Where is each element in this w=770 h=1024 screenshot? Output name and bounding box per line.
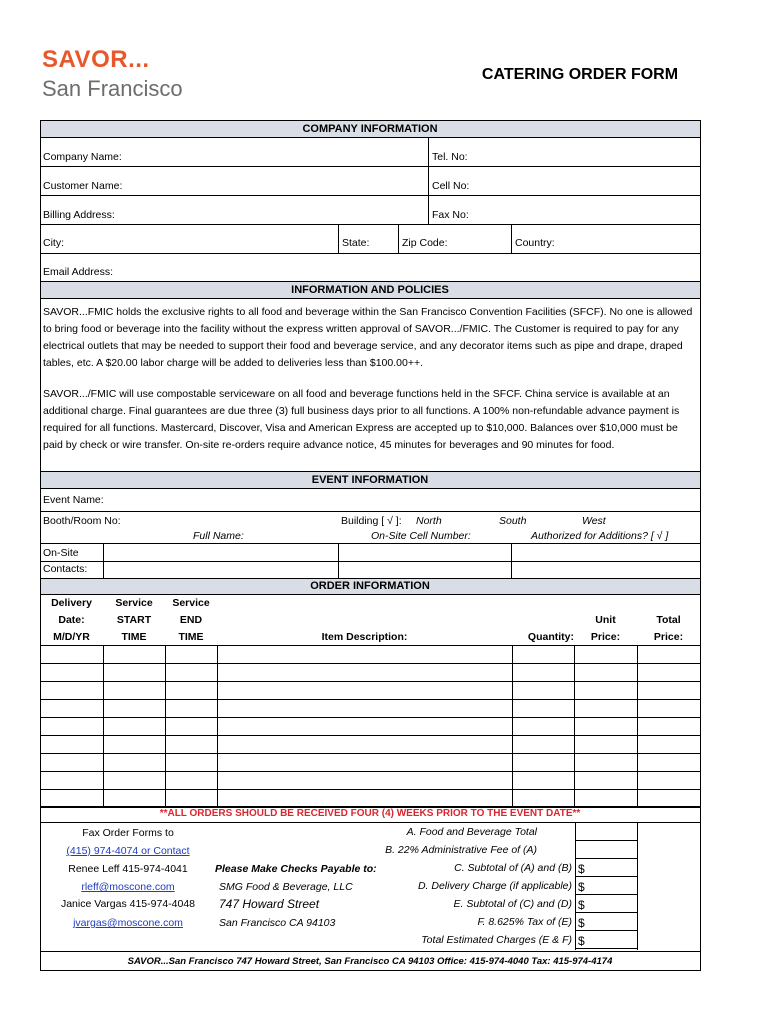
- col-end-line2: END: [179, 614, 203, 626]
- grid-line: [637, 645, 638, 807]
- onsite-contact-2-name[interactable]: [103, 561, 338, 578]
- order-cell[interactable]: [40, 645, 103, 663]
- grid-line: [40, 511, 700, 512]
- onsite-cell-number-label: On-Site Cell Number:: [371, 530, 471, 542]
- order-cell[interactable]: [165, 645, 217, 663]
- grid-line: [40, 699, 700, 700]
- col-end-line1: Service: [172, 597, 210, 609]
- order-cell[interactable]: [103, 663, 165, 681]
- grid-line: [40, 120, 41, 971]
- charge-label: F. 8.625% Tax of (E): [477, 916, 572, 928]
- order-cell[interactable]: [165, 771, 217, 789]
- col-start-line3: TIME: [121, 631, 147, 643]
- grid-line: [217, 645, 218, 807]
- order-cell[interactable]: [217, 717, 512, 735]
- grid-line: [40, 681, 700, 682]
- order-cell[interactable]: [165, 753, 217, 771]
- order-cell[interactable]: [217, 771, 512, 789]
- order-cell[interactable]: [512, 735, 574, 753]
- grid-line: [40, 543, 700, 544]
- city-field[interactable]: [40, 224, 338, 253]
- grid-line: [40, 771, 700, 772]
- order-cell[interactable]: [165, 789, 217, 807]
- col-delivery-date: [40, 595, 103, 646]
- authorized-additions-label: Authorized for Additions? [ √ ]: [531, 530, 669, 542]
- grid-line: [40, 195, 700, 196]
- orders-notice: **ALL ORDERS SHOULD BE RECEIVED FOUR (4) WEEKS PRIOR TO THE EVENT DATE**: [159, 808, 581, 819]
- col-unit-line1: Unit: [595, 614, 616, 626]
- order-cell[interactable]: [40, 771, 103, 789]
- country-label: Country:: [515, 237, 555, 249]
- building-west[interactable]: West: [582, 515, 606, 527]
- order-cell[interactable]: [40, 681, 103, 699]
- grid-line: [40, 253, 700, 254]
- order-cell[interactable]: [637, 717, 700, 735]
- billing-address-label: Billing Address:: [43, 209, 115, 221]
- payee-street: 747 Howard Street: [219, 897, 320, 911]
- col-total-line2: Price:: [653, 631, 684, 643]
- order-cell[interactable]: [512, 663, 574, 681]
- company-info-header: COMPANY INFORMATION: [40, 120, 700, 137]
- order-cell[interactable]: [165, 681, 217, 699]
- col-start-line1: Service: [115, 597, 153, 609]
- grid-line: [700, 120, 701, 971]
- address-footer: SAVOR...San Francisco 747 Howard Street, San Francisco CA 94103 Office: 415-974-4040 Tax: 415-974-4174: [127, 956, 613, 967]
- onsite-contact-1-authorized[interactable]: [511, 543, 700, 561]
- charge-label: Total Estimated Charges (E & F): [421, 934, 572, 946]
- col-unit-line2: Price:: [590, 631, 621, 643]
- order-cell[interactable]: [103, 771, 165, 789]
- logo-san-francisco: San Francisco: [42, 76, 183, 101]
- grid-line: [40, 822, 700, 823]
- onsite-contact-2-authorized[interactable]: [511, 561, 700, 578]
- order-cell[interactable]: [512, 789, 574, 807]
- grid-line: [575, 930, 637, 931]
- grid-line: [40, 561, 700, 562]
- order-cell[interactable]: [637, 753, 700, 771]
- order-cell[interactable]: [103, 789, 165, 807]
- janice-contact: Janice Vargas 415-974-4048: [60, 898, 196, 910]
- order-cell[interactable]: [103, 681, 165, 699]
- order-cell[interactable]: [574, 789, 637, 807]
- grid-line: [40, 594, 700, 595]
- order-cell[interactable]: [217, 789, 512, 807]
- onsite-contact-1-name[interactable]: [103, 543, 338, 561]
- cell-field[interactable]: [428, 166, 700, 195]
- email-field[interactable]: [40, 253, 700, 281]
- charge-label: C. Subtotal of (A) and (B): [454, 862, 572, 874]
- grid-line: [575, 894, 637, 895]
- col-unit-price: [574, 612, 637, 646]
- col-delivery-line1: Delivery: [51, 597, 92, 609]
- booth-room-label: Booth/Room No:: [43, 515, 121, 527]
- grid-line: [40, 717, 700, 718]
- order-cell[interactable]: [574, 663, 637, 681]
- grid-line: [575, 858, 637, 859]
- col-quantity: Quantity:: [527, 631, 574, 643]
- order-cell[interactable]: [103, 735, 165, 753]
- renee-email-link[interactable]: rleff@moscone.com: [81, 881, 175, 893]
- country-field[interactable]: [511, 224, 700, 253]
- col-end-line3: TIME: [178, 631, 204, 643]
- customer-name-field[interactable]: [40, 166, 428, 195]
- col-total-line1: Total: [656, 614, 681, 626]
- zip-field[interactable]: [398, 224, 511, 253]
- order-cell[interactable]: [637, 735, 700, 753]
- grid-line: [40, 806, 700, 807]
- order-cell[interactable]: [165, 699, 217, 717]
- event-name-field[interactable]: [40, 489, 700, 511]
- state-field[interactable]: [338, 224, 398, 253]
- charge-value[interactable]: $: [578, 898, 585, 912]
- order-cell[interactable]: [165, 663, 217, 681]
- grid-line: [512, 645, 513, 807]
- grid-line: [40, 970, 701, 971]
- grid-line: [40, 735, 700, 736]
- order-cell[interactable]: [40, 753, 103, 771]
- order-cell[interactable]: [103, 645, 165, 663]
- fax-forms-text: Fax Order Forms to: [82, 827, 174, 839]
- grid-line: [574, 645, 575, 807]
- contacts-label: Contacts:: [43, 563, 88, 575]
- onsite-contact-2-cell[interactable]: [338, 561, 511, 578]
- janice-email-link[interactable]: jvargas@moscone.com: [73, 917, 183, 929]
- company-name-label: Company Name:: [43, 151, 122, 163]
- order-cell[interactable]: [637, 699, 700, 717]
- tel-field[interactable]: [428, 137, 700, 166]
- order-cell[interactable]: [637, 663, 700, 681]
- order-cell[interactable]: [103, 699, 165, 717]
- grid-line: [40, 789, 700, 790]
- payee-city: San Francisco CA 94103: [219, 917, 336, 929]
- building-north[interactable]: North: [416, 515, 442, 527]
- grid-line: [40, 298, 700, 299]
- charge-label: E. Subtotal of (C) and (D): [453, 898, 572, 910]
- grid-line: [575, 876, 637, 877]
- policies-paragraph-2: SAVOR.../FMIC will use compostable serviceware on all food and beverage functions held in the SFCF. China service is available at an additional charge. Final guarantees are due three (3) full business days prior to all functions. A 100% non-refundable advance payment is required for all functions. Mastercard, Discover, Visa and American Express are accepted up to $10,000. Balances over $10,000 must be paid by check or wire transfer. On-site re-orders require advance notice, 45 minutes for beverages and 90 minutes for food.: [43, 388, 680, 451]
- fax-field[interactable]: [428, 195, 700, 224]
- grid-line: [637, 822, 638, 950]
- grid-line: [103, 645, 104, 807]
- order-cell[interactable]: [217, 699, 512, 717]
- grid-line: [40, 137, 700, 138]
- order-cell[interactable]: [512, 699, 574, 717]
- order-cell[interactable]: [103, 753, 165, 771]
- charge-label: A. Food and Beverage Total: [406, 826, 537, 838]
- grid-line: [40, 166, 700, 167]
- col-delivery-line2: Date:: [58, 614, 85, 626]
- grid-line: [40, 663, 700, 664]
- event-name-label: Event Name:: [43, 494, 104, 506]
- order-cell[interactable]: [637, 645, 700, 663]
- order-cell[interactable]: [512, 717, 574, 735]
- grid-line: [40, 807, 700, 808]
- tel-label: Tel. No:: [432, 151, 468, 163]
- grid-line: [40, 951, 700, 952]
- grid-line: [511, 543, 512, 578]
- order-cell[interactable]: [574, 717, 637, 735]
- order-cell[interactable]: [165, 735, 217, 753]
- order-cell[interactable]: [574, 753, 637, 771]
- order-cell[interactable]: [217, 681, 512, 699]
- fax-number-link[interactable]: (415) 974-4074 or Contact: [66, 845, 190, 857]
- customer-name-label: Customer Name:: [43, 180, 123, 192]
- grid-line: [338, 543, 339, 578]
- charge-label: B. 22% Administrative Fee of (A): [385, 844, 537, 856]
- grid-line: [575, 948, 637, 949]
- order-cell[interactable]: [103, 717, 165, 735]
- grid-line: [40, 645, 700, 646]
- company-name-field[interactable]: [40, 137, 428, 166]
- payee-name: SMG Food & Beverage, LLC: [219, 881, 353, 893]
- zip-label: Zip Code:: [402, 237, 448, 249]
- order-cell[interactable]: [512, 771, 574, 789]
- charge-value[interactable]: $: [578, 862, 585, 876]
- charge-value[interactable]: $: [578, 934, 585, 948]
- form-title: CATERING ORDER FORM: [481, 66, 679, 83]
- order-cell[interactable]: [574, 771, 637, 789]
- order-cell[interactable]: [512, 645, 574, 663]
- order-cell[interactable]: [574, 645, 637, 663]
- grid-line: [40, 120, 701, 121]
- full-name-label: Full Name:: [193, 530, 244, 542]
- onsite-label: On-Site: [43, 547, 79, 559]
- order-cell[interactable]: [574, 699, 637, 717]
- grid-line: [428, 137, 429, 224]
- order-cell[interactable]: [637, 789, 700, 807]
- city-label: City:: [43, 237, 64, 249]
- order-cell[interactable]: [40, 699, 103, 717]
- grid-line: [398, 224, 399, 253]
- grid-line: [338, 224, 339, 253]
- order-cell[interactable]: [574, 681, 637, 699]
- col-item-description: Item Description:: [321, 631, 408, 643]
- cell-label: Cell No:: [432, 180, 470, 192]
- event-info-header: EVENT INFORMATION: [40, 471, 700, 488]
- col-delivery-line3: M/D/YR: [53, 631, 90, 643]
- order-cell[interactable]: [40, 789, 103, 807]
- grid-line: [40, 578, 700, 579]
- billing-address-field[interactable]: [40, 195, 428, 224]
- grid-line: [165, 645, 166, 807]
- grid-line: [511, 224, 512, 253]
- order-cell[interactable]: [512, 753, 574, 771]
- col-service-start: [103, 595, 165, 646]
- order-cell[interactable]: [637, 771, 700, 789]
- order-cell[interactable]: [40, 717, 103, 735]
- state-label: State:: [342, 237, 370, 249]
- grid-line: [575, 912, 637, 913]
- order-cell[interactable]: [512, 681, 574, 699]
- order-cell[interactable]: [40, 735, 103, 753]
- order-cell[interactable]: [217, 753, 512, 771]
- grid-line: [40, 488, 700, 489]
- grid-line: [103, 543, 104, 578]
- email-label: Email Address:: [43, 266, 114, 278]
- charge-label: D. Delivery Charge (if applicable): [417, 880, 572, 892]
- order-cell[interactable]: [217, 663, 512, 681]
- fax-label: Fax No:: [432, 209, 469, 221]
- order-cell[interactable]: [217, 735, 512, 753]
- grid-line: [40, 224, 700, 225]
- logo-savor: SAVOR...: [42, 46, 150, 73]
- grid-line: [575, 840, 637, 841]
- policies-paragraph-1: SAVOR...FMIC holds the exclusive rights to all food and beverage within the San Francisco Convention Facilities (SFCF). No one is allowed to bring food or beverage into the facility without the express written approval of SAVOR.../FMIC. The Customer is required to pay for any electrical outlets that may be needed to support their food and beverage service, and any decorator items such as pipe and drape, draped tables, etc. A $20.00 labor charge will be added to deliveries less than $100.00++.: [43, 306, 693, 369]
- grid-line: [40, 471, 700, 472]
- order-info-header: ORDER INFORMATION: [40, 578, 700, 594]
- building-south[interactable]: South: [499, 515, 527, 527]
- order-cell[interactable]: [574, 735, 637, 753]
- grid-line: [40, 753, 700, 754]
- col-total-price: [637, 612, 700, 646]
- col-service-end: [165, 595, 217, 646]
- order-cell[interactable]: [165, 717, 217, 735]
- policies-header: INFORMATION AND POLICIES: [40, 281, 700, 298]
- order-cell[interactable]: [40, 663, 103, 681]
- charge-value[interactable]: $: [578, 916, 585, 930]
- checks-payable-label: Please Make Checks Payable to:: [215, 863, 377, 875]
- renee-contact: Renee Leff 415-974-4041: [68, 863, 188, 875]
- onsite-contact-1-cell[interactable]: [338, 543, 511, 561]
- grid-line: [40, 281, 700, 282]
- building-label: Building [ √ ]:: [341, 515, 402, 527]
- charge-value[interactable]: $: [578, 880, 585, 894]
- order-cell[interactable]: [217, 645, 512, 663]
- order-cell[interactable]: [637, 681, 700, 699]
- col-start-line2: START: [116, 614, 152, 626]
